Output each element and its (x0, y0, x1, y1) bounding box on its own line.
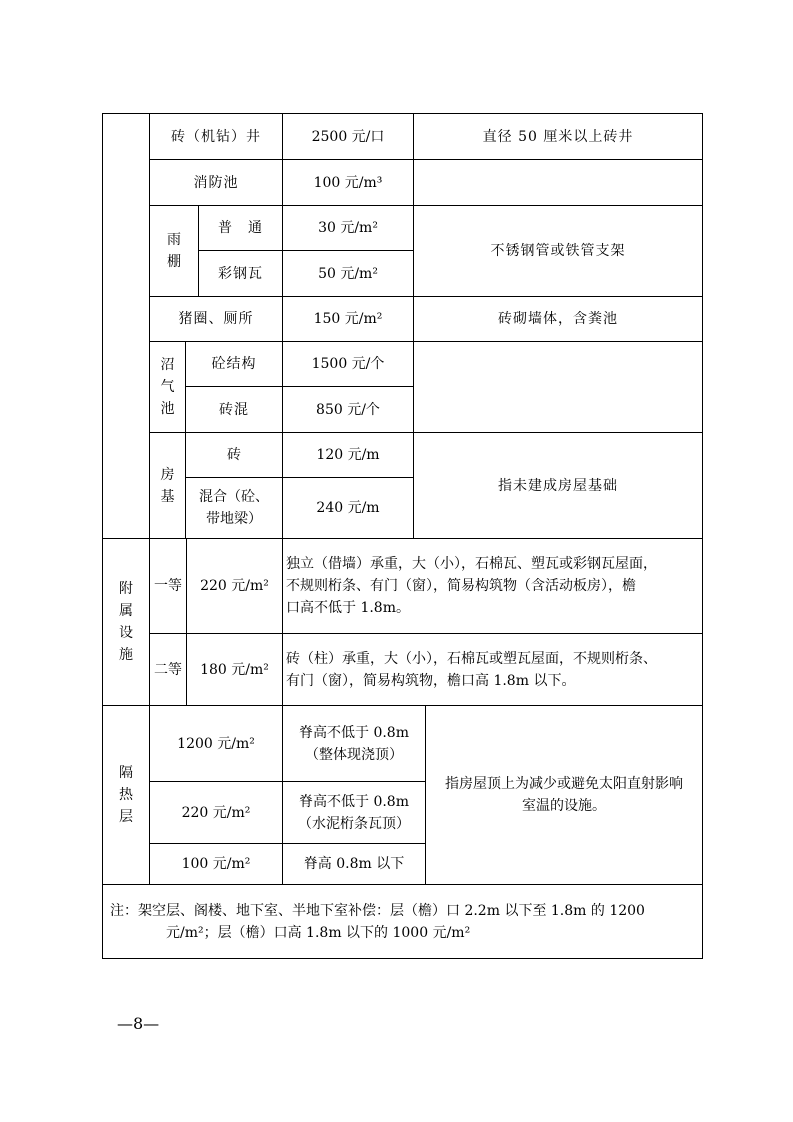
ancillary-first-price: 220 元/m² (200, 578, 269, 594)
canopy-color-steel-price: 50 元/m² (318, 265, 378, 282)
insulation-r3-condition: 脊高 0.8m 以下 (303, 856, 405, 872)
insulation-r1-price: 1200 元/m² (177, 735, 255, 752)
foundation-brick-price: 120 元/m (316, 447, 380, 463)
canopy-group-label: 雨 棚 (167, 232, 181, 270)
well-price: 2500 元/口 (311, 128, 385, 145)
footnote-line1: 注：架空层、阁楼、地下室、半地下室补偿：层（檐）口 2.2m 以下至 1.8m 的 1200 (110, 903, 645, 919)
ancillary-second-price: 180 元/m² (200, 661, 269, 678)
canopy-normal-price: 30 元/m² (318, 220, 378, 236)
insulation-r1-condition: 脊高不低于 0.8m （整体现浇顶） (299, 724, 409, 763)
ancillary-group-label: 附 属 设 施 (119, 581, 133, 663)
biogas-concrete-price: 1500 元/个 (311, 356, 385, 372)
insulation-r2-condition: 脊高不低于 0.8m （水泥桁条瓦顶） (298, 793, 410, 832)
ancillary-second-grade: 二等 (154, 661, 182, 678)
biogas-brick-mix-name: 砖混 (219, 401, 249, 418)
canopy-note: 不锈钢管或铁管支架 (490, 243, 626, 259)
pigpen-note: 砖砌墙体，含粪池 (498, 311, 618, 327)
ancillary-first-grade: 一等 (154, 578, 182, 594)
insulation-group-label: 隔 热 层 (119, 765, 133, 825)
well-note: 直径 50 厘米以上砖井 (482, 128, 634, 145)
insulation-r2-price: 220 元/m² (181, 804, 251, 821)
pigpen-name: 猪圈、厕所 (178, 311, 254, 327)
foundation-mixed-price: 240 元/m (316, 500, 380, 516)
table-footnote (110, 900, 700, 944)
biogas-concrete-name: 砼结构 (211, 356, 257, 372)
biogas-group-label: 沼 气 池 (160, 357, 175, 417)
foundation-group-label: 房 基 (160, 466, 175, 505)
canopy-color-steel-name: 彩钢瓦 (218, 265, 263, 282)
ancillary-second-desc: 砖（柱）承重，大（小），石棉瓦或塑瓦屋面，不规则桁条、 有门（窗），简易构筑物，檐口高 1.8m 以下。 (286, 650, 657, 689)
well-name: 砖（机钻）井 (171, 128, 261, 145)
footnote-line2: 元/m²；层（檐）口高 1.8m 以下的 1000 元/m² (166, 925, 471, 941)
foundation-mixed-name: 混合（砼、 带地梁） (199, 489, 269, 527)
foundation-brick-name: 砖 (227, 447, 241, 463)
biogas-brick-mix-price: 850 元/个 (316, 401, 380, 418)
fire-pool-name: 消防池 (193, 174, 239, 191)
foundation-note: 指未建成房屋基础 (498, 477, 618, 494)
fire-pool-price: 100 元/m³ (313, 174, 383, 191)
canopy-normal-name: 普 通 (218, 220, 263, 236)
ancillary-first-desc: 独立（借墙）承重，大（小），石棉瓦、塑瓦或彩钢瓦屋面， 不规则桁条、有门（窗），简易构筑物（含活动板房），檐 口高不低于 1.8m。 (286, 556, 657, 616)
pigpen-price: 150 元/m² (313, 311, 383, 327)
page-number: —8— (117, 1014, 160, 1033)
insulation-r3-price: 100 元/m² (181, 856, 251, 872)
insulation-note: 指房屋顶上为减少或避免太阳直射影响 室温的设施。 (445, 776, 683, 814)
